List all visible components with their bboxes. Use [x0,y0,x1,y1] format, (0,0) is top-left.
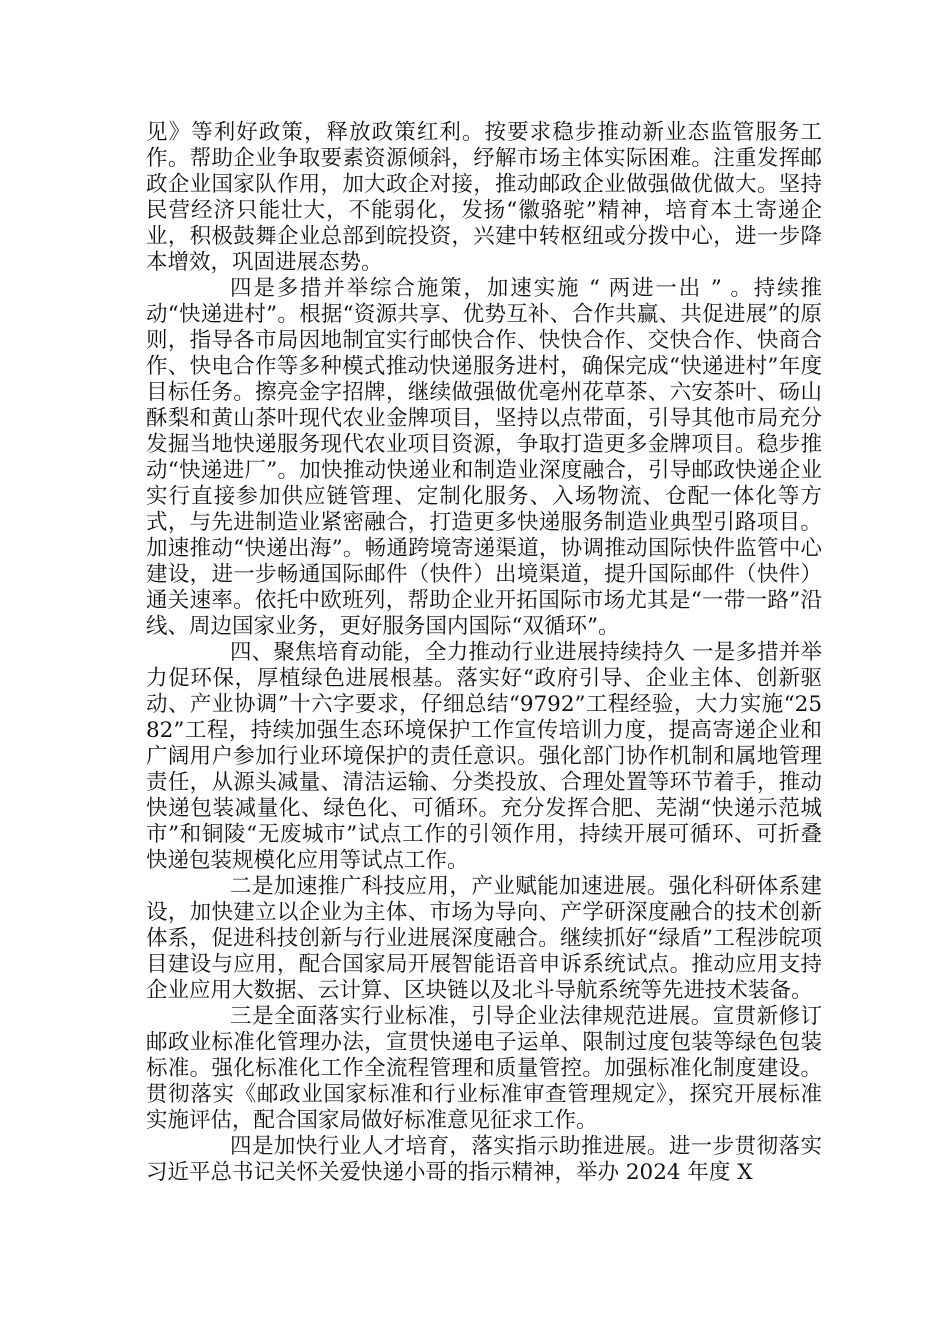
paragraph-standards: 三是全面落实行业标准，引导企业法律规范进展。宣贯新修订邮政业标准化管理办法，宣贯快递电子运单、限制过度包装等绿色包装标准。强化标准化工作全流程管理和质量管控。加强标准化制度建设。贯彻落实《邮政业国家标准和行业标准审查管理规定》，探究开展标准实施评估，配合国家局做好标准意见征求工作。 [146,1004,822,1133]
paragraph-two-in-one-out: 四是多措并举综合施策，加速实施 “ 两进一出 ” 。持续推动“快递进村”。根据“资源共享、优势互补、合作共赢、共促进展”的原则，指导各市局因地制宜实行邮快合作、快快合作、交快合作、快商合作、快电合作等多种模式推动快递服务进村，确保完成“快递进村”年度目标任务。擦亮金字招牌，继续做强做优亳州花草茶、六安茶叶、砀山酥梨和黄山茶叶现代农业金牌项目，坚持以点带面，引导其他市局充分发掘当地快递服务现代农业项目资源，争取打造更多金牌项目。稳步推动“快递进厂”。加快推动快递业和制造业深度融合，引导邮政快递企业实行直接参加供应链管理、定制化服务、入场物流、仓配一体化等方式，与先进制造业紧密融合，打造更多快递服务制造业典型引路项目。加速推动“快递出海”。畅通跨境寄递渠道，协调推动国际快件监管中心建设，进一步畅通国际邮件（快件）出境渠道，提升国际邮件（快件）通关速率。依托中欧班列，帮助企业开拓国际市场尤其是“一带一路”沿线、周边国家业务，更好服务国内国际“双循环”。 [146,276,822,639]
paragraph-talent: 四是加快行业人才培育，落实指示助推进展。进一步贯彻落实习近平总书记关怀关爱快递小哥的指示精神，举办 2024 年度 X [146,1134,822,1185]
paragraph-policy-support: 见》等利好政策，释放政策红利。按要求稳步推动新业态监管服务工作。帮助企业争取要素资源倾斜，纾解市场主体实际困难。注重发挥邮政企业国家队作用，加大政企对接，推动邮政企业做强做优做大。坚持民营经济只能壮大，不能弱化，发扬“徽骆驼”精神，培育本土寄递企业，积极鼓舞企业总部到皖投资，兴建中转枢纽或分拨中心，进一步降本增效，巩固进展态势。 [146,120,822,275]
document-body [146,120,822,1186]
paragraph-technology: 二是加速推广科技应用，产业赋能加速进展。强化科研体系建设，加快建立以企业为主体、市场为导向、产学研深度融合的技术创新体系，促进科技创新与行业进展深度融合。继续抓好“绿盾”工程涉皖项目建设与应用，配合国家局开展智能语音申诉系统试点。推动应用支持企业应用大数据、云计算、区块链以及北斗导航系统等先进技术装备。 [146,874,822,1003]
paragraph-section-four-green: 四、聚焦培育动能，全力推动行业进展持续持久 一是多措并举力促环保，厚植绿色进展根基。落实好“政府引导、企业主体、创新驱动、产业协调”十六字要求，仔细总结“9792”工程经验，大力实施“2582”工程，持续加强生态环境保护工作宣传培训力度，提高寄递企业和广阔用户参加行业环境保护的责任意识。强化部门协作机制和属地管理责任，从源头减量、清洁运输、分类投放、合理处置等环节着手，推动快递包装减量化、绿色化、可循环。充分发挥合肥、芜湖“快递示范城市”和铜陵“无废城市”试点工作的引领作用，持续开展可循环、可折叠快递包装规模化应用等试点工作。 [146,640,822,873]
